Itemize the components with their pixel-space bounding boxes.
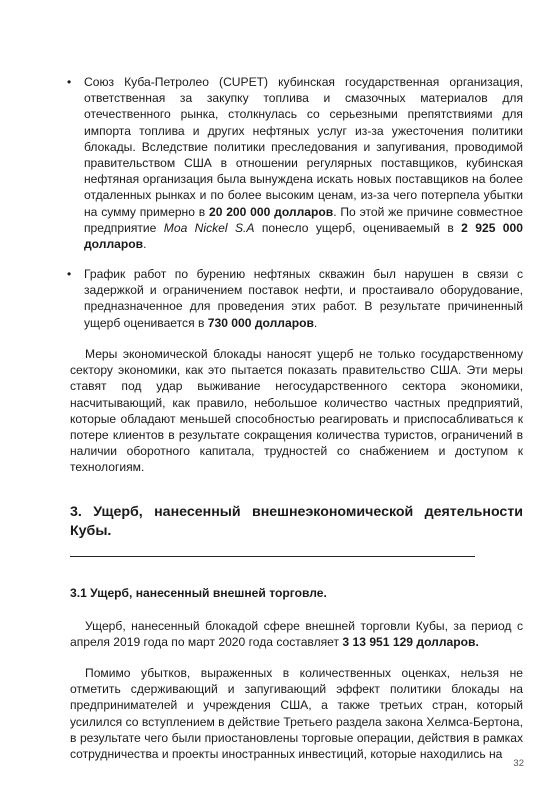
paragraph-blockade-effects: Меры экономической блокады наносят ущерб не только государственному сектору экономики, как это пытается показать правительство США. Эти меры ставят под удар выживание негосударственного сектора экономики, насчитывающий, как правило, небольшое количество частных предприятий, которые обладают меньшей способностью реагировать и приспосабливаться к потере клиентов в результате сокращения количества туристов, ограничений в наличии оборотного капитала, трудностей со снабжением и доступом к технологиям.: [70, 347, 523, 475]
bullet-item-cupet: [67, 74, 523, 252]
bullet-text: Союз Куба-Петролео (CUPET) кубинская государственная организация, ответственная за закупку топлива и смазочных материалов для отечественного рынка, столкнулась со серьезными препятствиями для импорта топлива и других нефтяных услуг из-за ужесточения политики блокады. Вследствие политики преследования и запугивания, проводимой правительством США в отношении регулярных поставщиков, кубинская нефтяная организация была вынуждена искать новых поставщиков на более отдаленных рынках и по более высоким ценам, из-за чего потерпела убытки на сумму примерно в 20 200 000 долларов. По этой же причине совместное предприятие Moa Nickel S.A понесло ущерб, оцениваемый в 2 925 000 долларов.: [84, 75, 523, 252]
company-name-italic: Moa Nickel S.A: [163, 220, 255, 235]
paragraph-deterrent-effect: Помимо убытков, выраженных в количественных оценках, нельзя не отметить сдерживающий и запугивающий эффект политики блокады на предпринимателей и учреждения США, а также третьих стран, который усилился со вступлением в действие Третьего раздела закона Хелмса-Бертона, в результате чего были приостановлены торговые операции, действия в рамках сотрудничества и проекты иностранных инвестиций, которые находились на: [70, 666, 523, 762]
amount-bold: 20 200 000 долларов: [208, 204, 334, 219]
section-heading: 3. Ущерб, нанесенный внешнеэкономической деятельности Кубы.: [70, 504, 523, 539]
bullet-text: График работ по бурению нефтяных скважин был нарушен в связи с задержкой и ограничением поставок нефти, и простаивало оборудование, предназначенное для проведения этих работ. В результате причиненный ущерб оценивается в 730 000 долларов.: [84, 267, 523, 330]
paragraph-trade-damage: Ущерб, нанесенный блокадой сфере внешней торговли Кубы, за период с апреля 2019 года по март 2020 года составляет 3 13 951 129 долларов.: [70, 619, 523, 650]
page-number: 32: [513, 758, 524, 769]
bullet-item-drilling: [67, 266, 523, 331]
bullet-marker: •: [67, 267, 72, 281]
bullet-marker: •: [67, 75, 72, 89]
amount-bold: 730 000 долларов: [207, 315, 314, 330]
subsection-heading: 3.1 Ущерб, нанесенный внешней торговле.: [70, 586, 327, 600]
amount-bold: 2 925 000 долларов: [84, 220, 523, 252]
amount-bold: 3 13 951 129 долларов.: [342, 635, 479, 650]
heading-underline: [70, 556, 475, 557]
